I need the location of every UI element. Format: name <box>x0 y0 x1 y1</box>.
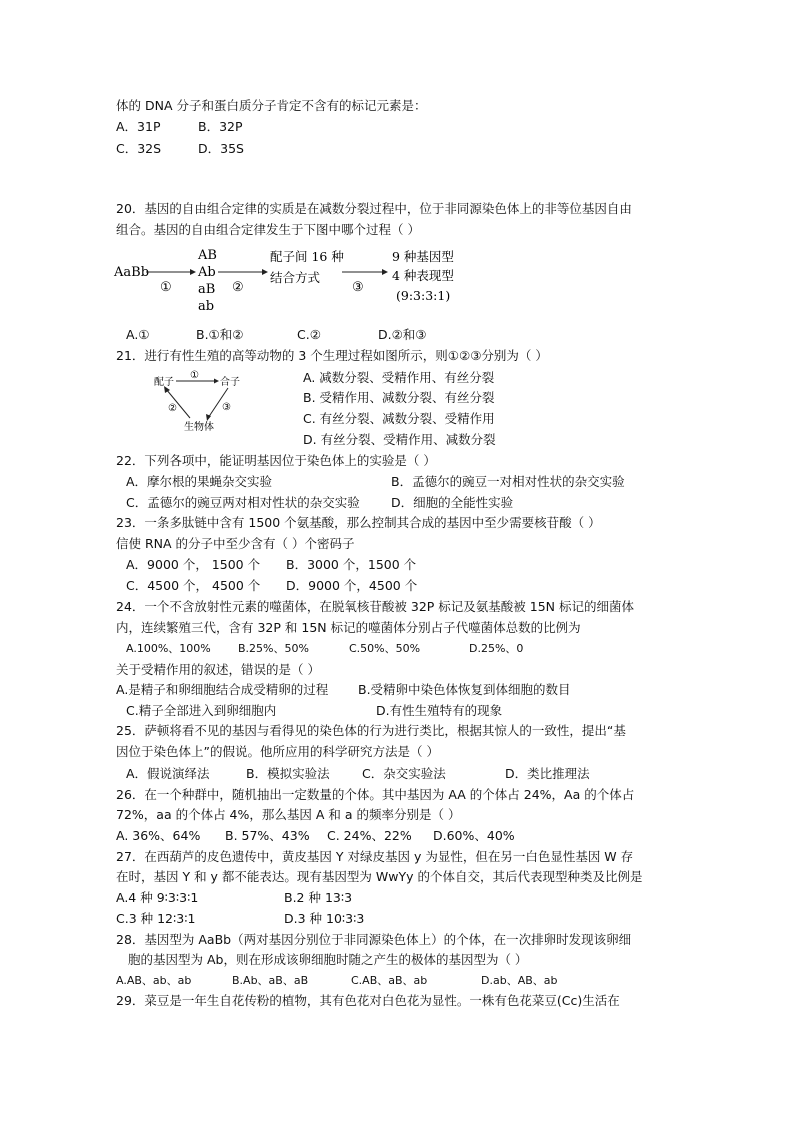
result-line2: 4 种表现型 <box>392 268 454 283</box>
option-d: D．35S <box>198 141 244 156</box>
q20-option-b: B.①和② <box>196 327 244 342</box>
q24-option-d: D.25%、0 <box>469 642 524 655</box>
gamete-ab-upper: AB <box>198 248 217 263</box>
result-ratio: (9:3:3:1) <box>396 288 451 303</box>
q22-option-b: B．孟德尔的豌豆一对相对性状的杂交实验 <box>391 474 625 489</box>
arrow-2-label: ② <box>168 403 177 414</box>
gamete-ab-mixed1: Ab <box>198 265 216 280</box>
step-1-label: ① <box>160 280 172 295</box>
q20-option-c: C.② <box>297 327 321 342</box>
option-c: C．32S <box>116 141 162 156</box>
q22-option-a: A．摩尔根的果蝇杂交实验 <box>126 474 273 489</box>
q28-stem-line2: 胞的基因型为 Ab，则在形成该卵细胞时随之产生的极体的基因型为（ ） <box>128 952 528 967</box>
q22-option-d: D．细胞的全能性实验 <box>391 495 514 510</box>
step-3-label: ③ <box>352 280 364 295</box>
q20-option-d: D.②和③ <box>378 327 427 342</box>
zygote-node: 合子 <box>220 377 240 388</box>
q27-option-c: C.3 种 12∶3∶1 <box>116 911 196 926</box>
q26-option-d: D.60%、40% <box>433 828 515 843</box>
q28-option-c: C.AB、aB、ab <box>351 974 428 987</box>
q21-option-d: D. 有丝分裂、受精作用、减数分裂 <box>303 432 496 447</box>
q26-option-a: A. 36%、64% <box>116 828 201 843</box>
q28-stem-line1: 28．基因型为 AaBb（两对基因分别位于非同源染色体上）的个体，在一次排卵时发现该卵细 <box>116 932 632 947</box>
q21-option-a: A. 减数分裂、受精作用、有丝分裂 <box>303 370 495 385</box>
result-line1: 9 种基因型 <box>392 249 454 264</box>
q23-stem-line2: 信使 RNA 的分子中至少含有（ ）个密码子 <box>116 536 355 551</box>
q22-stem: 22．下列各项中，能证明基因位于染色体上的实验是（ ） <box>116 453 436 468</box>
q21-option-b: B. 受精作用、减数分裂、有丝分裂 <box>303 390 495 405</box>
q21-cycle-diagram <box>150 368 250 436</box>
q26-stem-line1: 26．在一个种群中，随机抽出一定数量的个体。其中基因为 AA 的个体占 24%，Aa 的个体占 <box>116 787 635 802</box>
q25-option-b: B．模拟实验法 <box>246 766 330 781</box>
q24-option-a: A.100%、100% <box>126 642 211 655</box>
question-continuation: 体的 DNA 分子和蛋白质分子肯定不含有的标记元素是： <box>116 98 427 113</box>
q24-option-b: B.25%、50% <box>238 642 309 655</box>
q25-option-a: A．假说演绎法 <box>126 766 210 781</box>
fertilization-option-c: C.精子全部进入到卵细胞内 <box>126 703 277 718</box>
q29-stem-line1: 29．菜豆是一年生自花传粉的植物，其有色花对白色花为显性。一株有色花菜豆(Cc)生活在 <box>116 993 620 1008</box>
q25-option-c: C．杂交实验法 <box>362 766 446 781</box>
q27-option-d: D.3 种 10∶3∶3 <box>284 911 365 926</box>
q28-option-d: D.ab、AB、ab <box>481 974 558 987</box>
q23-option-c: C．4500 个， 4500 个 <box>126 578 261 593</box>
option-a: A．31P <box>116 119 161 134</box>
q23-option-a: A．9000 个， 1500 个 <box>126 557 261 572</box>
q23-option-b: B．3000 个，1500 个 <box>286 557 417 572</box>
q26-option-c: C. 24%、22% <box>327 828 412 843</box>
q28-option-b: B.Ab、aB、aB <box>232 974 309 987</box>
combination-line2: 结合方式 <box>270 270 321 285</box>
step-2-label: ② <box>232 280 244 295</box>
q27-stem-line2: 在时，基因 Y 和 y 都不能表达。现有基因型为 WwYy 的个体自交，其后代表现型种类及比例是 <box>116 869 643 884</box>
fertilization-option-d: D.有性生殖特有的现象 <box>376 703 503 718</box>
gamete-ab-mixed2: aB <box>198 282 216 297</box>
fertilization-option-a: A.是精子和卵细胞结合成受精卵的过程 <box>116 682 329 697</box>
q28-option-a: A.AB、ab、ab <box>116 974 192 987</box>
combination-line1: 配子间 16 种 <box>270 249 344 264</box>
arrow-1-label: ① <box>190 370 199 381</box>
q20-process-diagram <box>112 245 472 321</box>
genotype-start: AaBb <box>114 265 150 280</box>
q23-stem-line1: 23．一条多肽链中含有 1500 个氨基酸，那么控制其合成的基因中至少需要核苷酸（ ） <box>116 515 601 530</box>
q27-option-a: A.4 种 9∶3∶3∶1 <box>116 890 199 905</box>
q24-stem-line2: 内，连续繁殖三代，含有 32P 和 15N 标记的噬菌体分别占子代噬菌体总数的比例为 <box>116 620 581 635</box>
q27-option-b: B.2 种 13∶3 <box>284 890 353 905</box>
q21-stem: 21．进行有性生殖的高等动物的 3 个生理过程如图所示，则①②③分别为（ ） <box>116 348 548 363</box>
q20-stem-line1: 20．基因的自由组合定律的实质是在减数分裂过程中，位于非同源染色体上的非等位基因自由 <box>116 201 632 216</box>
arrow-3-label: ③ <box>222 402 231 413</box>
gamete-node: 配子 <box>154 377 174 388</box>
fertilization-option-b: B.受精卵中染色体恢复到体细胞的数目 <box>358 682 571 697</box>
q24-option-c: C.50%、50% <box>349 642 421 655</box>
q22-option-c: C．孟德尔的豌豆两对相对性状的杂交实验 <box>126 495 360 510</box>
q20-stem-line2: 组合。基因的自由组合定律发生于下图中哪个过程（ ） <box>116 222 420 237</box>
q25-stem-line2: 因位于染色体上”的假说。他所应用的科学研究方法是（ ） <box>116 744 439 759</box>
gamete-ab-lower: ab <box>198 299 215 314</box>
q23-option-d: D．9000 个，4500 个 <box>286 578 418 593</box>
q21-option-c: C. 有丝分裂、减数分裂、受精作用 <box>303 411 495 426</box>
q26-option-b: B. 57%、43% <box>225 828 310 843</box>
organism-node: 生物体 <box>184 422 214 433</box>
option-b: B．32P <box>198 119 243 134</box>
q25-stem-line1: 25．萨顿将看不见的基因与看得见的染色体的行为进行类比，根据其惊人的一致性，提出“基 <box>116 723 626 738</box>
q25-option-d: D．类比推理法 <box>505 766 590 781</box>
q26-stem-line2: 72%，aa 的个体占 4%，那么基因 A 和 a 的频率分别是（ ） <box>116 807 461 822</box>
q20-option-a: A.① <box>126 327 150 342</box>
fertilization-stem: 关于受精作用的叙述，错误的是（ ） <box>116 662 320 677</box>
q24-stem-line1: 24．一个不含放射性元素的噬菌体，在脱氧核苷酸被 32P 标记及氨基酸被 15N 标记的细菌体 <box>116 599 635 614</box>
q27-stem-line1: 27．在西葫芦的皮色遗传中，黄皮基因 Y 对绿皮基因 y 为显性，但在另一白色显性基因 W 存 <box>116 849 634 864</box>
